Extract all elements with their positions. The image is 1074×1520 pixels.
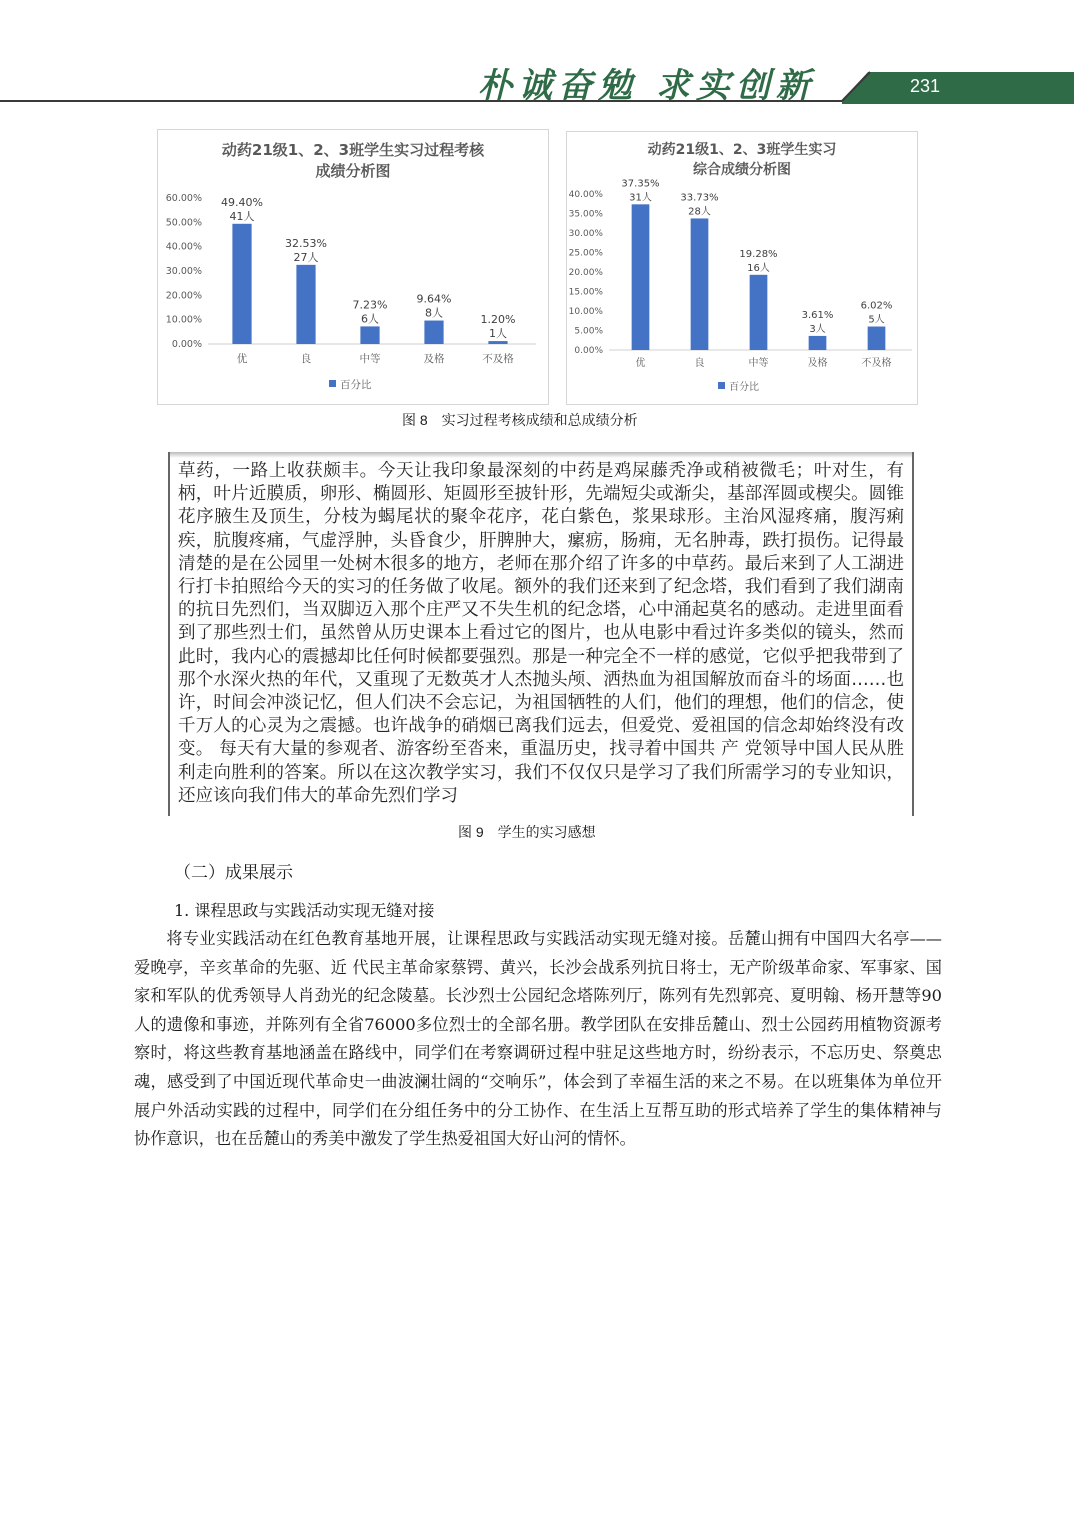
bar-value-label: 37.35% [621, 178, 660, 190]
bar-4 [488, 341, 507, 344]
bar-value-label: 6.02% [860, 300, 893, 312]
x-category-label: 优 [236, 353, 248, 365]
y-tick-label: 30.00% [568, 229, 603, 239]
section-subheading: 1. 课程思政与实践活动实现无缝对接 [174, 901, 435, 920]
y-tick-label: 50.00% [165, 217, 202, 229]
legend-swatch [329, 380, 336, 387]
bar-3 [424, 321, 443, 344]
y-tick-label: 40.00% [568, 190, 603, 200]
bar-count-label: 1人 [489, 327, 507, 341]
y-tick-label: 0.00% [574, 346, 603, 356]
bar-1 [296, 265, 315, 344]
bar-count-label: 28人 [688, 206, 711, 218]
bar-value-label: 32.53% [285, 236, 327, 250]
student-reflection-image [168, 452, 914, 816]
legend-label: 百分比 [340, 379, 372, 391]
bar-count-label: 8人 [425, 306, 443, 320]
bar-2 [360, 326, 379, 344]
x-category-label: 及格 [807, 358, 828, 369]
chart-process-assessment-svg [158, 130, 548, 404]
bar-4 [868, 327, 886, 350]
y-tick-label: 10.00% [568, 307, 603, 317]
reflection-text: 草药，一路上收获颇丰。今天让我印象最深刻的中药是鸡屎藤秃净或稍被微毛；叶对生，有柄，叶片近膜质，卵形、椭圆形、矩圆形至披针形，先端短尖或渐尖，基部浑圆或楔尖。圆锥花序腋生及顶生，分枝为蝎尾状的聚伞花序，花白紫色，浆果球形。主治风湿疼痛，腹泻痢疾，肮腹疼痛，气虚浮肿，头昏食少，肝脾肿大，瘰疬，肠痈，无名肿毒，跌打损伤。记得最清楚的是在公园里一处树木很多的地方，老师在那介绍了许多的中草药。最后来到了人工湖进行打卡拍照给今天的实习的任务做了收尾。额外的我们还来到了纪念塔，我们看到了我们湖南的抗日先烈们，当双脚迈入那个庄严又不失生机的纪念塔，心中涌起莫名的感动。走进里面看到了那些烈士们，虽然曾从历史课本上看过它的图片，也从电影中看过许多类似的镜头，然而此时，我内心的震撼却比任何时候都要强烈。那是一种完全不一样的感觉，它似乎把我带到了那个水深火热的年代，又重现了无数英才人杰抛头颅、洒热血为祖国解放而奋斗的场面……也许，时间会冲淡记忆，但人们决不会忘记，为祖国牺牲的人们，他们的理想，他们的信念，使千万人的心灵为之震撼。也许战争的硝烟已离我们远去，但爱党、爱祖国的信念却始终没有改变。 每天有大量的参观者、游客纷至沓来，重温历史，找寻着中国共 产 党领导中国人民从胜利走向胜利的答案。所以在这次教学实习，我们不仅仅只是学习了我们所需学习的专业知识，还应该向我们伟大的革命先烈们学习 [178, 461, 904, 806]
bar-2 [750, 275, 768, 350]
bar-count-label: 3人 [809, 323, 826, 335]
bar-value-label: 1.20% [480, 313, 516, 327]
y-tick-label: 25.00% [568, 248, 603, 259]
legend-label: 百分比 [729, 382, 759, 393]
x-category-label: 良 [300, 353, 312, 365]
page-tab-shape [842, 72, 1074, 104]
bar-count-label: 31人 [629, 192, 652, 204]
y-tick-label: 15.00% [568, 287, 603, 298]
bar-count-label: 41人 [229, 209, 255, 223]
y-tick-label: 0.00% [171, 339, 202, 350]
bar-value-label: 9.64% [416, 292, 452, 306]
y-tick-label: 20.00% [568, 268, 603, 278]
section-heading: （二）成果展示 [174, 863, 293, 883]
bar-value-label: 7.23% [352, 298, 388, 312]
bar-count-label: 6人 [361, 312, 379, 326]
bar-value-label: 19.28% [739, 248, 778, 260]
bar-count-label: 16人 [747, 262, 770, 274]
x-category-label: 不及格 [482, 353, 514, 365]
page-number: 231 [910, 76, 941, 96]
x-category-label: 及格 [423, 353, 445, 365]
chart-process-assessment [157, 129, 549, 405]
bar-0 [232, 224, 251, 344]
x-category-label: 良 [694, 358, 705, 369]
y-tick-label: 30.00% [165, 266, 202, 277]
bar-value-label: 49.40% [221, 195, 263, 209]
y-tick-label: 5.00% [574, 326, 603, 337]
bar-count-label: 27人 [293, 250, 319, 264]
y-tick-label: 10.00% [165, 314, 202, 326]
x-category-label: 中等 [748, 358, 769, 369]
legend-swatch [718, 382, 725, 389]
x-category-label: 不及格 [861, 358, 892, 369]
figure9-caption: 图 9 学生的实习感想 [458, 824, 596, 840]
bar-3 [809, 336, 827, 350]
header-motto: 朴诚奋勉 求实创新 [478, 66, 816, 106]
y-tick-label: 20.00% [165, 290, 202, 302]
y-tick-label: 35.00% [568, 209, 603, 220]
reflection-cut-edge [170, 452, 912, 458]
section-paragraph: 将专业实践活动在红色教育基地开展，让课程思政与实践活动实现无缝对接。岳麓山拥有中国四大名亭——爱晚亭，辛亥革命的先驱、近 代民主革命家蔡锷、黄兴，长沙会战系列抗日将士，无产阶级革命家、军事家、国家和军队的优秀领导人肖劲光的纪念陵墓。长沙烈士公园纪念塔陈列厅，陈列有先烈郭亮、夏明翰、杨开慧等90人的遗像和事迹，并陈列有全省76000多位烈士的全部名册。教学团队在安排岳麓山、烈士公园药用植物资源考察时，将这些教育基地涵盖在路线中，同学们在考察调研过程中驻足这些地方时，纷纷表示，不忘历史、祭奠忠魂，感受到了中国近现代革命史一曲波澜壮阔的“交响乐”，体会到了幸福生活的来之不易。在以班集体为单位开展户外活动实践的过程中，同学们在分组任务中的分工协作、在生活上互帮互助的形式培养了学生的集体精神与协作意识，也在岳麓山的秀美中激发了学生热爱祖国大好山河的情怀。 [134, 929, 942, 1149]
chart-title-line1: 动药21级1、2、3班学生实习 [647, 142, 837, 158]
figure8-caption: 图 8 实习过程考核成绩和总成绩分析 [402, 412, 638, 428]
bar-value-label: 3.61% [801, 309, 834, 321]
bar-count-label: 5人 [868, 314, 885, 326]
page-header [0, 0, 1074, 110]
chart-title-line2: 综合成绩分析图 [693, 162, 791, 178]
chart-title-line2: 成绩分析图 [315, 162, 391, 180]
bar-1 [691, 218, 709, 350]
bar-value-label: 33.73% [680, 192, 719, 204]
chart-overall-score [566, 131, 918, 405]
x-category-label: 优 [635, 358, 646, 369]
bar-0 [632, 204, 650, 350]
x-category-label: 中等 [359, 353, 381, 365]
chart-title-line1: 动药21级1、2、3班学生实习过程考核 [221, 141, 485, 159]
y-tick-label: 40.00% [165, 241, 202, 253]
chart-overall-score-svg [567, 132, 917, 404]
y-tick-label: 60.00% [165, 193, 202, 204]
